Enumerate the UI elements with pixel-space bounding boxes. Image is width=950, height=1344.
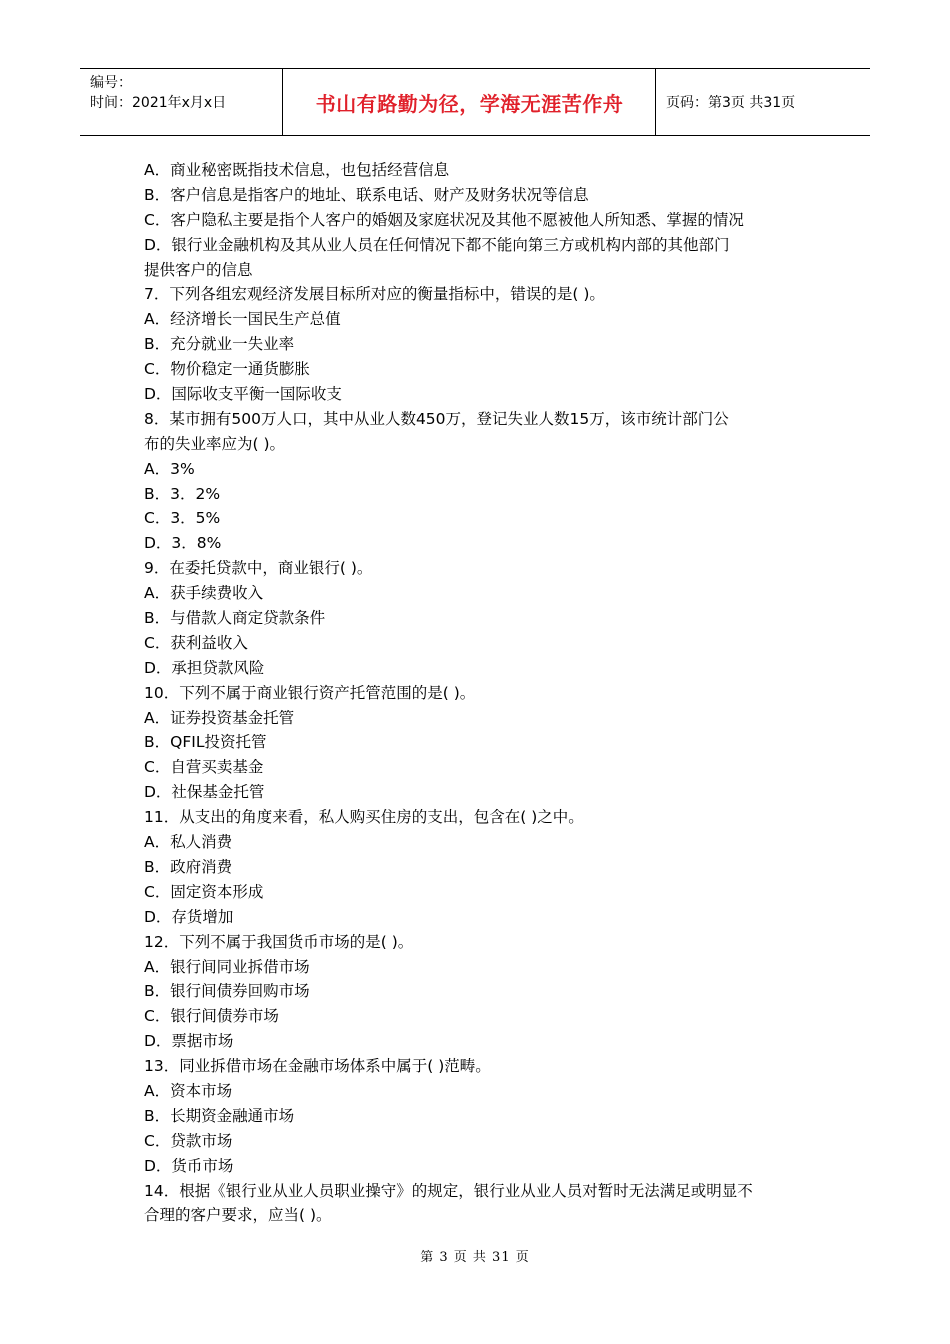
page-header [80,68,870,136]
document-line: B．与借款人商定贷款条件 [144,609,326,628]
document-line: 7．下列各组宏观经济发展目标所对应的衡量指标中，错误的是( )。 [144,285,605,304]
document-line: 10．下列不属于商业银行资产托管范围的是( )。 [144,683,476,702]
header-time-label: 时间：2021年x月x日 [90,95,227,111]
document-line: 14．根据《银行业从业人员职业操守》的规定，银行业从业人员对暂时无法满足或明显不 [144,1181,753,1200]
document-body [144,158,814,1228]
document-line: B．充分就业一失业率 [144,335,295,354]
page-footer: 第 3 页 共 31 页 [420,1250,530,1265]
header-meta [90,73,226,113]
document-line: A．3% [144,459,195,478]
document-line: 布的失业率应为( )。 [144,434,286,453]
document-line: 合理的客户要求，应当( )。 [144,1206,332,1225]
document-line: D．票据市场 [144,1032,234,1051]
document-line: A．获手续费收入 [144,584,264,603]
document-line: 9．在委托贷款中，商业银行( )。 [144,559,373,578]
document-line: D．存货增加 [144,907,234,926]
document-line: B．银行间债券回购市场 [144,982,310,1001]
document-line: C．物价稳定一通货膨胀 [144,360,310,379]
document-line: 提供客户的信息 [144,260,253,279]
document-line: C．自营买卖基金 [144,758,264,777]
document-line: B．长期资金融通市场 [144,1106,295,1125]
document-line: C．获利益收入 [144,633,248,652]
header-divider-left [282,69,283,135]
document-line: D．3．8% [144,534,222,553]
document-line: C．银行间债券市场 [144,1007,279,1026]
header-page-info: 页码：第3页 共31页 [666,95,796,111]
document-line: B．QFIL投资托管 [144,733,267,752]
header-divider-right [655,69,656,135]
document-line: A．银行间同业拆借市场 [144,957,310,976]
header-motto: 书山有路勤为径，学海无涯苦作舟 [315,91,624,116]
document-line: D．银行业金融机构及其从业人员在任何情况下都不能向第三方或机构内部的其他部门 [144,235,730,254]
document-line: D．承担贷款风险 [144,658,265,677]
document-line: A．私人消费 [144,833,233,852]
document-line: 12．下列不属于我国货币市场的是( )。 [144,932,414,951]
document-line: D．国际收支平衡一国际收支 [144,385,342,404]
document-line: C．贷款市场 [144,1131,233,1150]
document-line: C．客户隐私主要是指个人客户的婚姻及家庭状况及其他不愿被他人所知悉、掌握的情况 [144,210,744,229]
document-line: B．客户信息是指客户的地址、联系电话、财产及财务状况等信息 [144,185,589,204]
header-number-label: 编号： [90,75,132,91]
document-line: A．商业秘密既指技术信息，也包括经营信息 [144,161,450,179]
document-line: 13．同业拆借市场在金融市场体系中属于( )范畴。 [144,1057,491,1076]
document-line: C．3．5% [144,509,221,528]
document-line: A．证券投资基金托管 [144,708,295,727]
document-line: B．政府消费 [144,857,233,876]
document-line: 8．某市拥有500万人口，其中从业人数450万，登记失业人数15万，该市统计部门公 [144,409,729,428]
document-line: D．货币市场 [144,1156,234,1175]
document-line: A．资本市场 [144,1081,233,1100]
document-line: A．经济增长一国民生产总值 [144,310,341,329]
document-line: 11．从支出的角度来看，私人购买住房的支出，包含在( )之中。 [144,808,584,827]
document-line: B．3．2% [144,484,221,503]
document-line: C．固定资本形成 [144,882,264,901]
document-line: D．社保基金托管 [144,783,265,802]
